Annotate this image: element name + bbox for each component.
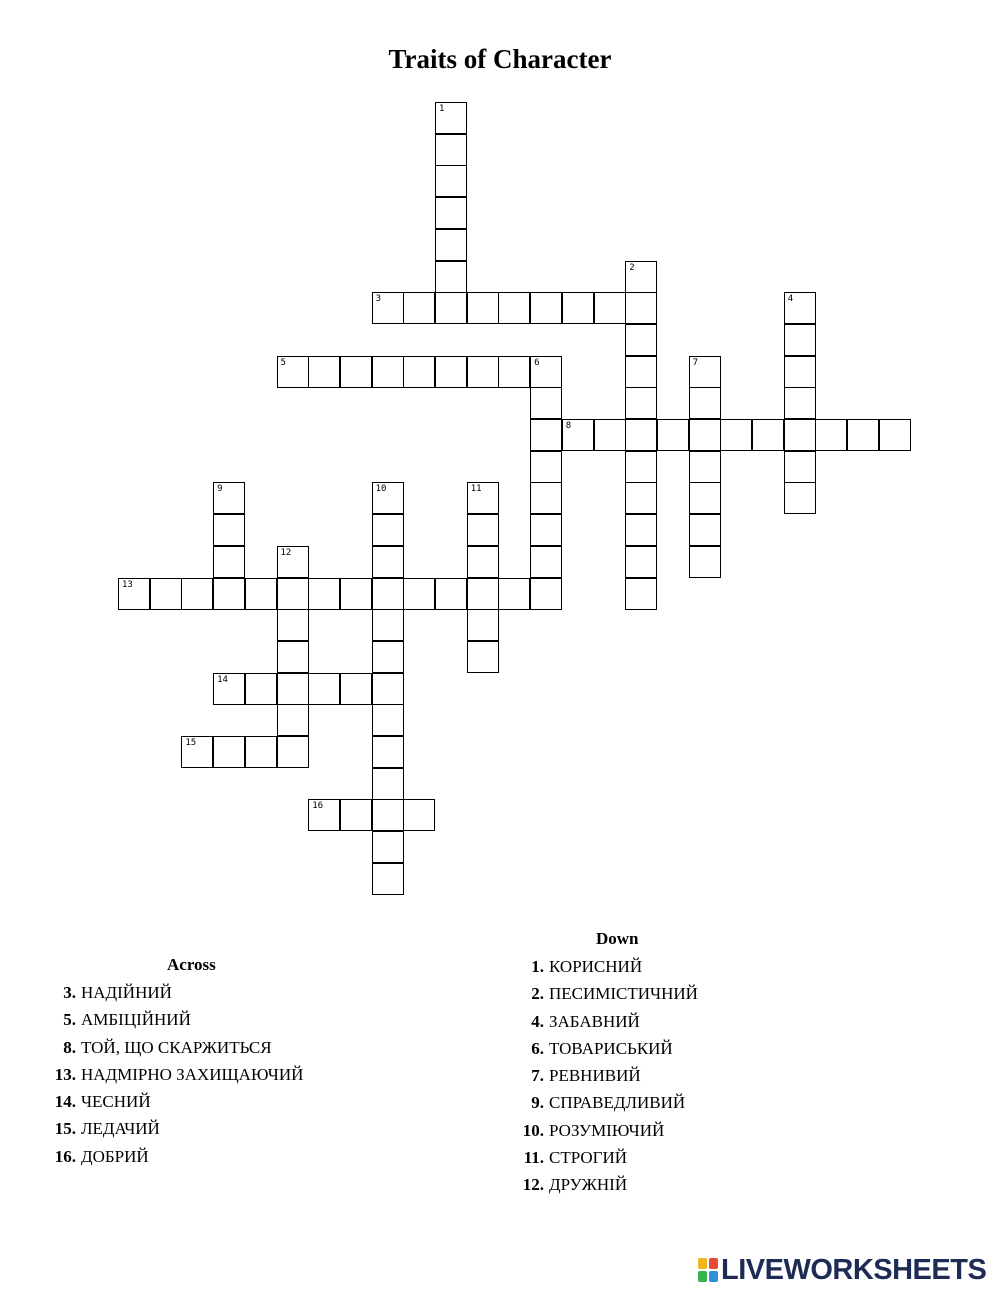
crossword-cell[interactable] <box>657 419 689 451</box>
letter-input[interactable] <box>531 515 561 545</box>
crossword-cell[interactable] <box>594 419 626 451</box>
clue-text: ЛЕДАЧИЙ <box>81 1119 160 1139</box>
clue-text: ПЕСИМІСТИЧНИЙ <box>549 984 698 1004</box>
letter-input[interactable] <box>468 293 498 323</box>
crossword-cell[interactable] <box>245 673 277 705</box>
liveworksheets-logo-mark <box>697 1257 719 1283</box>
crossword-cell[interactable] <box>277 609 309 641</box>
letter-input[interactable] <box>595 420 625 450</box>
letter-input[interactable] <box>626 388 656 418</box>
letter-input[interactable] <box>753 420 783 450</box>
crossword-cell[interactable] <box>181 578 213 610</box>
down-clue <box>520 1089 698 1116</box>
crossword-cell[interactable] <box>372 736 404 768</box>
letter-input[interactable] <box>626 483 656 513</box>
crossword-cell[interactable] <box>308 673 340 705</box>
letter-input[interactable] <box>246 737 276 767</box>
letter-input[interactable] <box>373 705 403 735</box>
crossword-cell[interactable] <box>277 673 309 705</box>
letter-input[interactable] <box>373 800 403 830</box>
letter-input[interactable] <box>309 579 339 609</box>
letter-input[interactable] <box>373 483 403 513</box>
crossword-cell-12[interactable] <box>277 546 309 578</box>
letter-input[interactable] <box>626 547 656 577</box>
crossword-cell[interactable] <box>625 482 657 514</box>
letter-input[interactable] <box>278 547 308 577</box>
crossword-cell-10[interactable] <box>372 482 404 514</box>
crossword-cell[interactable] <box>435 134 467 166</box>
letter-input[interactable] <box>341 357 371 387</box>
across-clue <box>52 1006 303 1033</box>
crossword-cell[interactable] <box>467 356 499 388</box>
crossword-cell[interactable] <box>372 546 404 578</box>
crossword-cell[interactable] <box>467 578 499 610</box>
crossword-cell[interactable] <box>372 641 404 673</box>
letter-input[interactable] <box>436 230 466 260</box>
clue-number: 10. <box>522 1120 544 1140</box>
clue-text: СТРОГИЙ <box>549 1148 628 1168</box>
crossword-cell[interactable] <box>435 197 467 229</box>
letter-input[interactable] <box>278 610 308 640</box>
crossword-cell[interactable] <box>562 292 594 324</box>
clue-text: ДРУЖНІЙ <box>549 1175 628 1195</box>
crossword-cell[interactable] <box>530 578 562 610</box>
crossword-cell-8[interactable] <box>562 419 594 451</box>
clue-number: 14 <box>217 674 228 685</box>
letter-input[interactable] <box>404 357 434 387</box>
clue-text: НАДІЙНИЙ <box>81 983 172 1002</box>
letter-input[interactable] <box>119 579 149 609</box>
crossword-cell[interactable] <box>435 356 467 388</box>
letter-input[interactable] <box>785 293 815 323</box>
crossword-cell[interactable] <box>625 356 657 388</box>
clue-number: 11. <box>523 1148 544 1168</box>
crossword-cell[interactable] <box>625 451 657 483</box>
letter-input[interactable] <box>214 547 244 577</box>
clue-text: РОЗУМІЮЧИЙ <box>549 1120 665 1140</box>
crossword-cell[interactable] <box>435 578 467 610</box>
down-clue-list <box>520 953 698 1199</box>
crossword-cell[interactable] <box>752 419 784 451</box>
crossword-cell[interactable] <box>879 419 911 451</box>
letter-input[interactable] <box>373 610 403 640</box>
letter-input[interactable] <box>785 357 815 387</box>
clue-number: 5 <box>280 357 286 368</box>
letter-input[interactable] <box>373 547 403 577</box>
down-heading: Down <box>596 929 639 948</box>
crossword-cell[interactable] <box>340 799 372 831</box>
letter-input[interactable] <box>468 357 498 387</box>
letter-input[interactable] <box>341 674 371 704</box>
clue-number: 6 <box>534 357 540 368</box>
down-clue <box>520 1062 698 1089</box>
crossword-cell[interactable] <box>467 641 499 673</box>
crossword-cell[interactable] <box>530 419 562 451</box>
crossword-cell[interactable] <box>403 578 435 610</box>
clue-number: 1. <box>531 957 544 976</box>
letter-input[interactable] <box>531 547 561 577</box>
letter-input[interactable] <box>785 325 815 355</box>
across-clue <box>52 1115 303 1142</box>
clue-number: 10 <box>375 484 387 495</box>
letter-input[interactable] <box>278 579 308 609</box>
crossword-cell[interactable] <box>689 387 721 419</box>
crossword-cell-5[interactable] <box>277 356 309 388</box>
clue-number: 9. <box>531 1093 544 1113</box>
crossword-cell[interactable] <box>530 546 562 578</box>
letter-input[interactable] <box>499 579 529 609</box>
crossword-cell[interactable] <box>467 292 499 324</box>
letter-input[interactable] <box>373 769 403 799</box>
clue-number: 14. <box>54 1092 76 1112</box>
crossword-cell[interactable] <box>784 419 816 451</box>
clue-number: 16. <box>54 1146 76 1166</box>
clue-number: 11 <box>470 484 482 495</box>
crossword-cell[interactable] <box>277 578 309 610</box>
crossword-cell[interactable] <box>245 578 277 610</box>
letter-input[interactable] <box>404 579 434 609</box>
down-clue <box>520 1171 698 1198</box>
crossword-cell[interactable] <box>594 292 626 324</box>
letter-input[interactable] <box>468 483 498 513</box>
clue-number: 5. <box>63 1010 76 1030</box>
letter-input[interactable] <box>246 579 276 609</box>
letter-input[interactable] <box>626 293 656 323</box>
letter-input[interactable] <box>182 737 212 767</box>
letter-input[interactable] <box>690 547 720 577</box>
crossword-cell[interactable] <box>467 609 499 641</box>
letter-input[interactable] <box>404 293 434 323</box>
letter-input[interactable] <box>373 642 403 672</box>
clue-text: ДОБРИЙ <box>81 1146 149 1166</box>
crossword-cell[interactable] <box>815 419 847 451</box>
letter-input[interactable] <box>278 705 308 735</box>
crossword-cell[interactable] <box>213 514 245 546</box>
crossword-cell[interactable] <box>403 292 435 324</box>
crossword-cell[interactable] <box>340 356 372 388</box>
crossword-cell[interactable] <box>530 451 562 483</box>
clue-number: 16 <box>312 801 324 812</box>
clue-number: 12. <box>522 1175 544 1195</box>
letter-input[interactable] <box>690 452 720 482</box>
letter-input[interactable] <box>721 420 751 450</box>
crossword-cell[interactable] <box>530 292 562 324</box>
letter-input[interactable] <box>436 135 466 165</box>
letter-input[interactable] <box>468 579 498 609</box>
crossword-cell[interactable] <box>498 578 530 610</box>
crossword-cell[interactable] <box>372 704 404 736</box>
crossword-cell[interactable] <box>340 673 372 705</box>
letter-input[interactable] <box>468 610 498 640</box>
crossword-cell[interactable] <box>372 799 404 831</box>
clue-number: 7. <box>531 1066 544 1086</box>
letter-input[interactable] <box>436 579 466 609</box>
crossword-cell[interactable] <box>372 514 404 546</box>
clue-text: АМБІЦІЙНИЙ <box>81 1010 191 1030</box>
crossword-cell[interactable] <box>625 514 657 546</box>
letter-input[interactable] <box>373 579 403 609</box>
letter-input[interactable] <box>309 674 339 704</box>
letter-input[interactable] <box>531 357 561 387</box>
crossword-cell[interactable] <box>435 165 467 197</box>
letter-input[interactable] <box>373 357 403 387</box>
letter-input[interactable] <box>404 800 434 830</box>
clue-number: 9 <box>217 484 223 495</box>
liveworksheets-logo-text: LIVEWORKSHEETS <box>721 1253 987 1286</box>
letter-input[interactable] <box>816 420 846 450</box>
letter-input[interactable] <box>690 515 720 545</box>
crossword-cell[interactable] <box>245 736 277 768</box>
crossword-cell[interactable] <box>150 578 182 610</box>
clue-number: 15 <box>185 738 197 748</box>
clue-number: 4 <box>787 294 794 305</box>
letter-input[interactable] <box>436 198 466 228</box>
letter-input[interactable] <box>214 483 244 513</box>
letter-input[interactable] <box>595 293 625 323</box>
clue-number: 12 <box>280 547 292 558</box>
crossword-cell-11[interactable] <box>467 482 499 514</box>
crossword-cell-3[interactable] <box>372 292 404 324</box>
letter-input[interactable] <box>499 293 529 323</box>
crossword-cell[interactable] <box>689 482 721 514</box>
letter-input[interactable] <box>278 357 308 387</box>
clue-text: ЧЕСНИЙ <box>81 1092 151 1112</box>
crossword-cell[interactable] <box>625 292 657 324</box>
crossword-cell[interactable] <box>530 482 562 514</box>
letter-input[interactable] <box>531 483 561 513</box>
crossword-cell[interactable] <box>340 578 372 610</box>
clue-text: РЕВНИВИЙ <box>549 1066 641 1086</box>
down-clue <box>520 1144 698 1171</box>
letter-input[interactable] <box>531 579 561 609</box>
letter-input[interactable] <box>246 674 276 704</box>
down-clue <box>520 980 698 1007</box>
crossword-cell[interactable] <box>784 482 816 514</box>
across-heading: Across <box>167 955 216 974</box>
liveworksheets-logo <box>697 1255 986 1285</box>
crossword-cell[interactable] <box>625 419 657 451</box>
letter-input[interactable] <box>436 262 466 292</box>
clue-number: 13. <box>54 1064 76 1084</box>
across-clue-list <box>52 979 303 1170</box>
crossword-cell[interactable] <box>467 514 499 546</box>
letter-input[interactable] <box>373 864 403 894</box>
letter-input[interactable] <box>214 674 244 704</box>
crossword-cell-7[interactable] <box>689 356 721 388</box>
letter-input[interactable] <box>373 737 403 767</box>
across-clue <box>52 1061 303 1088</box>
letter-input[interactable] <box>373 515 403 545</box>
letter-input[interactable] <box>151 579 181 609</box>
clue-number: 7 <box>692 357 699 368</box>
crossword-cell[interactable] <box>689 419 721 451</box>
clue-text: ЗАБАВНИЙ <box>549 1011 640 1031</box>
down-clue <box>520 953 698 980</box>
crossword-cell-2[interactable] <box>625 261 657 293</box>
letter-input[interactable] <box>278 674 308 704</box>
crossword-cell[interactable] <box>625 578 657 610</box>
crossword-cell[interactable] <box>372 609 404 641</box>
clue-text: ТОЙ, ЩО СКАРЖИТЬСЯ <box>81 1037 272 1057</box>
crossword-cell[interactable] <box>308 578 340 610</box>
crossword-cell-1[interactable] <box>435 102 467 134</box>
letter-input[interactable] <box>309 800 339 830</box>
crossword-cell[interactable] <box>372 863 404 895</box>
letter-input[interactable] <box>214 737 244 767</box>
crossword-cell[interactable] <box>372 768 404 800</box>
letter-input[interactable] <box>690 483 720 513</box>
clue-text: КОРИСНИЙ <box>549 957 643 976</box>
letter-input[interactable] <box>278 737 308 767</box>
crossword-cell[interactable] <box>689 451 721 483</box>
crossword-cell[interactable] <box>403 356 435 388</box>
letter-input[interactable] <box>341 579 371 609</box>
clue-text: НАДМІРНО ЗАХИЩАЮЧИЙ <box>81 1064 304 1084</box>
letter-input[interactable] <box>785 452 815 482</box>
crossword-cell[interactable] <box>530 514 562 546</box>
letter-input[interactable] <box>182 579 212 609</box>
crossword-cell[interactable] <box>308 356 340 388</box>
crossword-cell[interactable] <box>847 419 879 451</box>
letter-input[interactable] <box>436 357 466 387</box>
crossword-cell-16[interactable] <box>308 799 340 831</box>
crossword-cell[interactable] <box>277 736 309 768</box>
clue-number: 15. <box>54 1119 76 1139</box>
letter-input[interactable] <box>278 642 308 672</box>
crossword-cell[interactable] <box>435 261 467 293</box>
across-clue <box>52 1143 303 1170</box>
letter-input[interactable] <box>658 420 688 450</box>
letter-input[interactable] <box>436 166 466 196</box>
crossword-cell[interactable] <box>213 546 245 578</box>
crossword-cell[interactable] <box>498 292 530 324</box>
letter-input[interactable] <box>880 420 910 450</box>
crossword-cell-4[interactable] <box>784 292 816 324</box>
clue-number: 3. <box>63 983 76 1002</box>
letter-input[interactable] <box>563 293 593 323</box>
clue-number: 4. <box>531 1011 544 1031</box>
crossword-cell[interactable] <box>467 546 499 578</box>
down-clue <box>520 1008 698 1035</box>
letter-input[interactable] <box>468 642 498 672</box>
crossword-cell[interactable] <box>720 419 752 451</box>
crossword-cell[interactable] <box>372 356 404 388</box>
crossword-cell-6[interactable] <box>530 356 562 388</box>
clue-number: 8. <box>63 1037 76 1057</box>
crossword-cell[interactable] <box>277 704 309 736</box>
letter-input[interactable] <box>563 420 593 450</box>
letter-input[interactable] <box>531 388 561 418</box>
letter-input[interactable] <box>626 262 656 292</box>
down-clue <box>520 1117 698 1144</box>
letter-input[interactable] <box>626 420 656 450</box>
crossword-cell[interactable] <box>213 736 245 768</box>
letter-input[interactable] <box>373 674 403 704</box>
letter-input[interactable] <box>531 293 561 323</box>
crossword-cell[interactable] <box>372 831 404 863</box>
letter-input[interactable] <box>309 357 339 387</box>
crossword-cell[interactable] <box>498 356 530 388</box>
letter-input[interactable] <box>848 420 878 450</box>
crossword-cell[interactable] <box>403 799 435 831</box>
clue-number: 13 <box>122 579 133 590</box>
crossword-cell[interactable] <box>625 324 657 356</box>
letter-input[interactable] <box>531 420 561 450</box>
letter-input[interactable] <box>341 800 371 830</box>
crossword-cell[interactable] <box>277 641 309 673</box>
crossword-cell[interactable] <box>784 356 816 388</box>
letter-input[interactable] <box>626 357 656 387</box>
clue-number: 3 <box>375 294 382 305</box>
letter-input[interactable] <box>690 420 720 450</box>
letter-input[interactable] <box>785 388 815 418</box>
across-clue <box>52 1088 303 1115</box>
down-clue <box>520 1035 698 1062</box>
across-clue <box>52 1034 303 1061</box>
letter-input[interactable] <box>626 452 656 482</box>
crossword-cell-13[interactable] <box>118 578 150 610</box>
letter-input[interactable] <box>499 357 529 387</box>
letter-input[interactable] <box>373 293 403 323</box>
letter-input[interactable] <box>531 452 561 482</box>
letter-input[interactable] <box>626 325 656 355</box>
crossword-cell[interactable] <box>372 578 404 610</box>
crossword-cell[interactable] <box>689 514 721 546</box>
clue-number: 2 <box>629 262 635 273</box>
letter-input[interactable] <box>436 103 466 133</box>
crossword-cell[interactable] <box>784 387 816 419</box>
across-clue <box>52 979 303 1006</box>
letter-input[interactable] <box>468 547 498 577</box>
crossword-cell[interactable] <box>435 229 467 261</box>
clue-text: СПРАВЕДЛИВИЙ <box>549 1093 686 1113</box>
crossword-cell[interactable] <box>625 546 657 578</box>
letter-input[interactable] <box>690 388 720 418</box>
crossword-cell-9[interactable] <box>213 482 245 514</box>
letter-input[interactable] <box>626 515 656 545</box>
clue-number: 8 <box>565 421 572 431</box>
clue-number: 1 <box>439 104 445 114</box>
clue-number: 6. <box>531 1038 544 1058</box>
letter-input[interactable] <box>436 293 466 323</box>
worksheet-title: Traits of Character <box>388 44 612 74</box>
crossword-cell[interactable] <box>784 451 816 483</box>
crossword-cell[interactable] <box>213 578 245 610</box>
crossword-cell[interactable] <box>530 387 562 419</box>
letter-input[interactable] <box>785 420 815 450</box>
letter-input[interactable] <box>373 832 403 862</box>
crossword-cell[interactable] <box>625 387 657 419</box>
letter-input[interactable] <box>626 579 656 609</box>
crossword-cell[interactable] <box>784 324 816 356</box>
crossword-cell[interactable] <box>372 673 404 705</box>
clue-number: 2. <box>531 984 544 1004</box>
letter-input[interactable] <box>214 515 244 545</box>
letter-input[interactable] <box>785 483 815 513</box>
crossword-cell[interactable] <box>689 546 721 578</box>
crossword-cell-15[interactable] <box>181 736 213 768</box>
letter-input[interactable] <box>214 579 244 609</box>
clue-text: ТОВАРИСЬКИЙ <box>549 1038 673 1058</box>
crossword-cell[interactable] <box>435 292 467 324</box>
letter-input[interactable] <box>690 357 720 387</box>
crossword-cell-14[interactable] <box>213 673 245 705</box>
letter-input[interactable] <box>468 515 498 545</box>
